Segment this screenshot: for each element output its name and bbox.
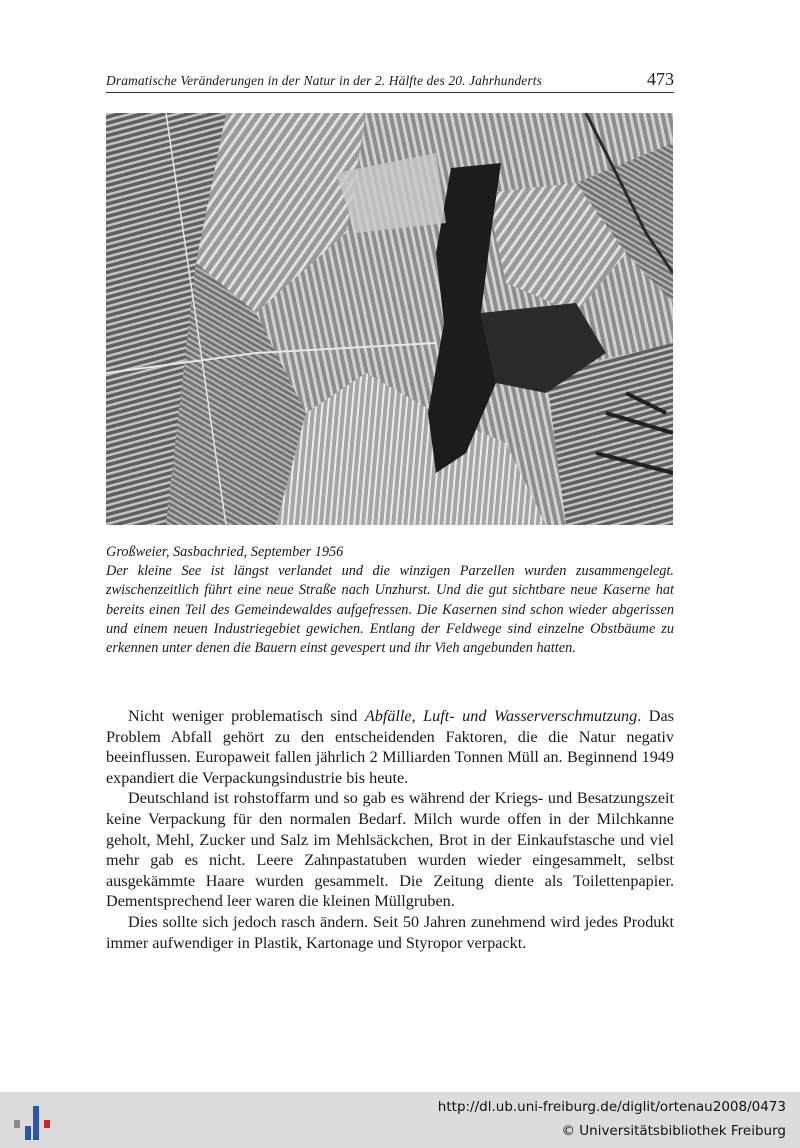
caption-title: Großweier, Sasbachried, September 1956 [106, 544, 344, 560]
paragraph-1 [106, 706, 674, 788]
running-header [106, 70, 674, 93]
ub-freiburg-logo-icon [12, 1100, 52, 1140]
paragraph-1-rest: . Das Problem Abfall gehört zu den entscheidenden Faktoren, die die Natur negativ beeinflussen. Europaweit fallen jährlich 2 Milliarden Tonnen Müll an. Beginnend 1949 expandiert die Verpackungsindustrie bis heute. [106, 707, 674, 787]
caption-text: Der kleine See ist längst verlandet und die winzigen Parzellen wurden zusammengelegt. zwischenzeitlich führt eine neue Straße nach Unzhurst. Und die gut sichtbare neue Kaserne hat bereits einen Teil des Gemeindewaldes aufgefressen. Die Kasernen sind schon wieder abgerissen und einem neuen Industriegebiet gewichen. Entlang der Feldwege sind einzelne Obstbäume zu erkennen unter denen die Bauern einst gevespert und ihr Vieh angebunden hatten. [106, 563, 674, 657]
page-number: 473 [647, 69, 674, 89]
running-title: Dramatische Veränderungen in der Natur in der 2. Hälfte des 20. Jahrhunderts [106, 73, 542, 88]
document-url-link[interactable]: http://dl.ub.uni-freiburg.de/diglit/ortenau2008/0473 [437, 1099, 786, 1115]
library-footer [0, 1092, 800, 1148]
paragraph-3: Dies sollte sich jedoch rasch ändern. Seit 50 Jahren zunehmend wird jedes Produkt immer aufwendiger in Plastik, Kartonage und Styropor verpackt. [106, 912, 674, 952]
figure-caption [106, 543, 674, 658]
body-text [106, 706, 674, 953]
copyright-notice: © Universitätsbibliothek Freiburg [561, 1123, 786, 1139]
aerial-photo-image [106, 113, 673, 525]
paragraph-1-intro: Nicht weniger problematisch sind [128, 707, 365, 725]
paragraph-2: Deutschland ist rohstoffarm und so gab es während der Kriegs- und Besatzungszeit keine Verpackung für den normalen Bedarf. Milch wurde offen in der Milchkanne geholt, Mehl, Zucker und Salz im Mehlsäckchen, Brot in der Einkaufstasche und viel mehr gab es nicht. Leere Zahnpastatuben wurden wieder eingesammelt, selbst ausgekämmte Haare wurden gesammelt. Die Zeitung diente als Toilettenpapier. Dementsprechend leer waren die kleinen Müllgruben. [106, 789, 674, 911]
paragraph-1-emphasis: Abfälle, Luft- und Wasserverschmutzung [364, 707, 638, 725]
aerial-photograph [106, 113, 673, 525]
